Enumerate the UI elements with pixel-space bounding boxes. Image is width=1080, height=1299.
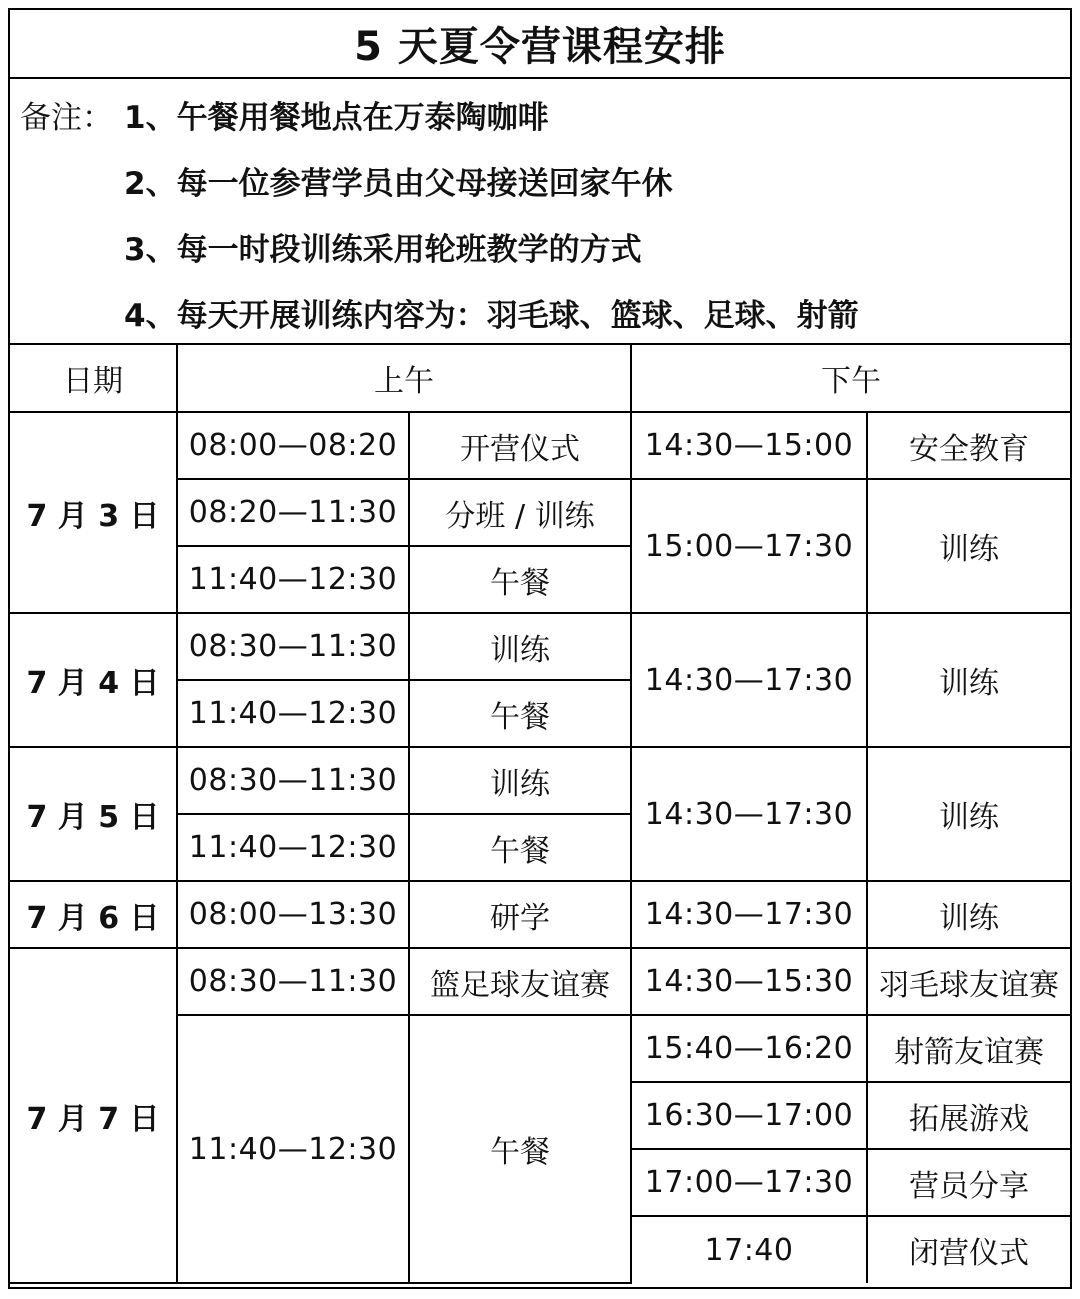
morning-time: 11:40—12:30 <box>177 1015 409 1283</box>
morning-time: 08:30—11:30 <box>177 948 409 1015</box>
morning-activity: 篮足球友谊赛 <box>409 948 631 1015</box>
morning-time: 08:30—11:30 <box>177 613 409 680</box>
table-row <box>10 948 1070 1015</box>
date-cell: 7 月 5 日 <box>10 747 177 881</box>
header-date: 日期 <box>10 345 177 412</box>
note-4 <box>20 279 859 345</box>
table-row <box>10 881 1070 948</box>
afternoon-time: 17:40 <box>631 1216 867 1283</box>
morning-activity: 训练 <box>409 747 631 814</box>
note-1 <box>20 81 549 147</box>
table-row <box>10 613 1070 680</box>
morning-activity: 研学 <box>409 881 631 948</box>
note-3 <box>20 213 642 279</box>
header-afternoon: 下午 <box>631 345 1070 412</box>
page-title: 5 天夏令营课程安排 <box>10 10 1070 79</box>
afternoon-time: 16:30—17:00 <box>631 1082 867 1149</box>
afternoon-time: 14:30—15:00 <box>631 412 867 479</box>
afternoon-activity: 射箭友谊赛 <box>867 1015 1070 1082</box>
note-text: 3、每一时段训练采用轮班教学的方式 <box>124 231 642 268</box>
afternoon-activity: 拓展游戏 <box>867 1082 1070 1149</box>
note-text: 4、每天开展训练内容为：羽毛球、篮球、足球、射箭 <box>124 297 859 334</box>
morning-time: 11:40—12:30 <box>177 814 409 881</box>
header-row <box>10 345 1070 412</box>
morning-time: 11:40—12:30 <box>177 546 409 613</box>
morning-activity: 开营仪式 <box>409 412 631 479</box>
morning-time: 08:20—11:30 <box>177 479 409 546</box>
morning-activity: 午餐 <box>409 546 631 613</box>
note-text: 1、午餐用餐地点在万泰陶咖啡 <box>124 99 549 136</box>
afternoon-activity: 训练 <box>867 479 1070 613</box>
afternoon-activity: 闭营仪式 <box>867 1216 1070 1283</box>
date-cell: 7 月 4 日 <box>10 613 177 747</box>
morning-time: 08:00—08:20 <box>177 412 409 479</box>
morning-activity: 午餐 <box>409 680 631 747</box>
afternoon-activity: 安全教育 <box>867 412 1070 479</box>
morning-time: 08:00—13:30 <box>177 881 409 948</box>
morning-activity: 午餐 <box>409 814 631 881</box>
note-2 <box>20 147 673 213</box>
notes-section <box>10 79 1070 345</box>
afternoon-time: 14:30—17:30 <box>631 747 867 881</box>
afternoon-time: 14:30—17:30 <box>631 881 867 948</box>
afternoon-activity: 训练 <box>867 881 1070 948</box>
morning-activity: 训练 <box>409 613 631 680</box>
note-text: 2、每一位参营学员由父母接送回家午休 <box>124 165 673 202</box>
afternoon-time: 17:00—17:30 <box>631 1149 867 1216</box>
afternoon-time: 14:30—15:30 <box>631 948 867 1015</box>
schedule-table <box>10 345 1070 1284</box>
date-cell: 7 月 6 日 <box>10 881 177 948</box>
afternoon-time: 15:00—17:30 <box>631 479 867 613</box>
afternoon-time: 14:30—17:30 <box>631 613 867 747</box>
morning-activity: 午餐 <box>409 1015 631 1283</box>
schedule-sheet <box>8 8 1072 1289</box>
header-morning: 上午 <box>177 345 631 412</box>
date-cell: 7 月 7 日 <box>10 948 177 1283</box>
table-row <box>10 412 1070 479</box>
table-row <box>10 747 1070 814</box>
morning-time: 08:30—11:30 <box>177 747 409 814</box>
afternoon-activity: 训练 <box>867 613 1070 747</box>
morning-activity: 分班 / 训练 <box>409 479 631 546</box>
afternoon-activity: 营员分享 <box>867 1149 1070 1216</box>
date-cell: 7 月 3 日 <box>10 412 177 613</box>
afternoon-time: 15:40—16:20 <box>631 1015 867 1082</box>
afternoon-activity: 训练 <box>867 747 1070 881</box>
morning-time: 11:40—12:30 <box>177 680 409 747</box>
notes-label: 备注： <box>20 99 113 136</box>
afternoon-activity: 羽毛球友谊赛 <box>867 948 1070 1015</box>
